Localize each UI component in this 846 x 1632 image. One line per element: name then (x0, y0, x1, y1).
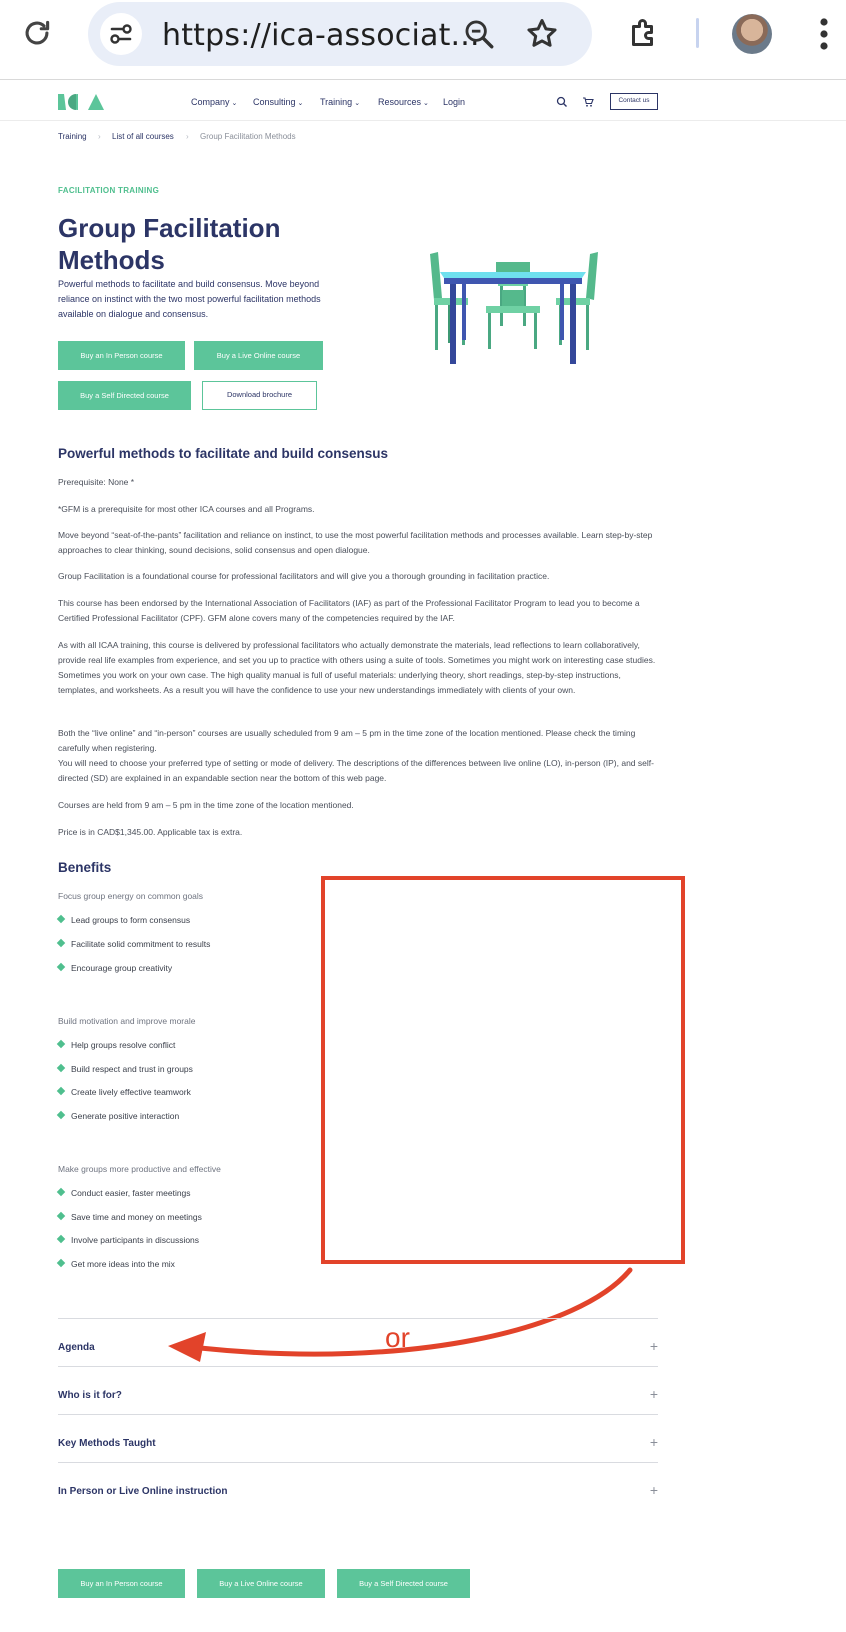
reload-icon[interactable] (20, 16, 54, 50)
diamond-bullet-icon (57, 1087, 65, 1095)
buy-live-online-button[interactable]: Buy a Live Online course (194, 341, 323, 370)
paragraph: Courses are held from 9 am – 5 pm in the time zone of the location mentioned. (58, 800, 354, 810)
nav-company-label: Company (191, 97, 230, 107)
diamond-bullet-icon (57, 1212, 65, 1220)
benefit-item (58, 1212, 202, 1222)
nav-company[interactable] (191, 97, 237, 107)
bookmark-star-icon[interactable] (524, 16, 560, 52)
nav-consulting-label: Consulting (253, 97, 296, 107)
breadcrumb-current: Group Facilitation Methods (200, 132, 296, 141)
annotation-red-box (321, 876, 685, 1264)
buy-live-online-button-bottom[interactable]: Buy a Live Online course (197, 1569, 325, 1598)
search-icon[interactable] (556, 96, 568, 108)
divider (58, 1366, 658, 1367)
benefit-group-label: Focus group energy on common goals (58, 891, 204, 901)
zoom-icon[interactable] (462, 17, 496, 51)
paragraph: You will need to choose your preferred type of setting or mode of delivery. The descriptions of the differences between live online (LO), in-person (IP), and self-directed (SD) are explained in an expandable section near the bottom of this web page. (58, 758, 654, 783)
profile-avatar[interactable] (732, 14, 772, 54)
benefit-item (58, 939, 210, 949)
breadcrumb-chevron-icon: › (186, 132, 189, 141)
section-heading: Powerful methods to facilitate and build consensus (58, 446, 389, 461)
benefit-item-label: Involve participants in discussions (71, 1235, 200, 1245)
download-brochure-button[interactable]: Download brochure (202, 381, 317, 410)
nav-consulting[interactable] (253, 97, 303, 107)
page-title-line1: Group Facilitation (58, 213, 281, 243)
chevron-down-icon: ⌄ (423, 100, 429, 107)
diamond-bullet-icon (57, 939, 65, 947)
page-title-line2: Methods (58, 245, 165, 275)
benefit-item (58, 963, 172, 973)
buy-in-person-button[interactable]: Buy an In Person course (58, 341, 185, 370)
paragraph: As with all ICAA training, this course is delivered by professional facilitators who actually demonstrate the materials, lead reflections to learn collaboratively, provide real life examples from experience, and set you up to practice with others using a suite of tools. Sometimes you might work on interesting case studies. Sometimes you work on your own case. The high quality manual is full of useful materials: underlying theory, short readings, step-by-step instructions, templates, and worksheets. As a result you will have the confidence to use your new understandings immediately with clients of your own. (58, 640, 656, 695)
browser-toolbar (0, 0, 846, 80)
benefit-item (58, 1111, 179, 1121)
contact-us-button[interactable]: Contact us (610, 93, 658, 110)
nav-training[interactable] (320, 97, 360, 107)
nav-training-label: Training (320, 97, 353, 107)
benefit-item (58, 1235, 199, 1245)
benefit-item (58, 915, 190, 925)
benefit-item-label: Help groups resolve conflict (71, 1040, 176, 1050)
benefits-heading: Benefits (58, 860, 112, 875)
breadcrumb-training[interactable]: Training (58, 132, 87, 141)
plus-icon[interactable]: + (649, 1482, 658, 1498)
benefit-group-label: Make groups more productive and effective (58, 1164, 221, 1174)
diamond-bullet-icon (57, 1064, 65, 1072)
accordion-label: Agenda (58, 1342, 95, 1353)
nav-resources[interactable] (378, 97, 429, 107)
benefit-item (58, 1188, 191, 1198)
toolbar-divider (696, 18, 699, 48)
chevron-down-icon: ⌄ (297, 100, 304, 107)
divider (58, 1462, 658, 1463)
diamond-bullet-icon (57, 915, 65, 923)
buy-self-directed-button-bottom[interactable]: Buy a Self Directed course (337, 1569, 470, 1598)
plus-icon[interactable]: + (649, 1338, 658, 1354)
buy-in-person-button-bottom[interactable]: Buy an In Person course (58, 1569, 185, 1598)
benefit-item-label: Create lively effective teamwork (71, 1087, 191, 1097)
buy-self-directed-button[interactable]: Buy a Self Directed course (58, 381, 191, 410)
diamond-bullet-icon (57, 1235, 65, 1243)
paragraph: *GFM is a prerequisite for most other ICA courses and all Programs. (58, 504, 315, 514)
page-title (58, 212, 378, 276)
benefit-item-label: Generate positive interaction (71, 1111, 180, 1121)
benefit-item-label: Lead groups to form consensus (71, 915, 191, 925)
diamond-bullet-icon (57, 963, 65, 971)
benefit-item-label: Get more ideas into the mix (71, 1259, 175, 1269)
prerequisite-text: Prerequisite: None * (58, 477, 135, 487)
accordion-label: In Person or Live Online instruction (58, 1486, 228, 1497)
paragraph: Group Facilitation is a foundational course for professional facilitators and will give you a thorough grounding in facilitation practice. (58, 571, 550, 581)
nav-login[interactable] (443, 97, 465, 107)
accordion-delivery-mode[interactable] (58, 1470, 658, 1516)
ica-logo[interactable] (58, 93, 106, 111)
benefit-item (58, 1064, 193, 1074)
more-menu-icon[interactable] (816, 16, 832, 52)
divider (58, 1318, 658, 1319)
accordion-label: Key Methods Taught (58, 1438, 156, 1449)
diamond-bullet-icon (57, 1259, 65, 1267)
paragraph: This course has been endorsed by the International Association of Facilitators (IAF) as part of the Professional Facilitator Program to lead you to become a Certified Professional Facilitator (CPF). GFM alone covers many of the competencies required by the IAF. (58, 598, 640, 623)
plus-icon[interactable]: + (649, 1386, 658, 1402)
site-settings-icon[interactable] (100, 13, 142, 55)
nav-resources-label: Resources (378, 97, 422, 107)
benefit-item-label: Conduct easier, faster meetings (71, 1188, 191, 1198)
breadcrumb-course-list[interactable]: List of all courses (112, 132, 174, 141)
diamond-bullet-icon (57, 1040, 65, 1048)
table-chairs-illustration (426, 250, 602, 368)
benefit-item-label: Facilitate solid commitment to results (71, 939, 211, 949)
breadcrumb-chevron-icon: › (98, 132, 101, 141)
paragraph: Move beyond “seat-of-the-pants” facilitation and reliance on instinct, to use the most powerful facilitation methods and processes available. Learn step-by-step approaches to clear thinking, sound decisions, solid consensus and open dialogue. (58, 530, 653, 555)
chevron-down-icon: ⌄ (231, 100, 238, 107)
benefit-item (58, 1040, 175, 1050)
address-bar[interactable] (88, 2, 592, 66)
divider (58, 1414, 658, 1415)
cart-icon[interactable] (582, 96, 594, 108)
benefit-item-label: Build respect and trust in groups (71, 1064, 193, 1074)
plus-icon[interactable]: + (649, 1434, 658, 1450)
price-text: Price is in CAD$1,345.00. Applicable tax is extra. (58, 827, 243, 837)
benefit-item-label: Save time and money on meetings (71, 1212, 202, 1222)
hero-description: Powerful methods to facilitate and build consensus. Move beyond reliance on instinct with the two most powerful facilitation methods available on dialogue and consensus. (58, 279, 321, 319)
diamond-bullet-icon (57, 1111, 65, 1119)
benefit-group-label: Build motivation and improve morale (58, 1016, 196, 1026)
benefit-item-label: Encourage group creativity (71, 963, 173, 973)
url-text[interactable]: https://ica-associat... (162, 18, 480, 53)
benefit-item (58, 1087, 191, 1097)
extensions-icon[interactable] (626, 16, 662, 52)
annotation-or-label: or (385, 1322, 410, 1353)
benefit-item (58, 1259, 175, 1269)
paragraph: Both the “live online” and “in-person” courses are usually scheduled from 9 am – 5 pm in the time zone of the location mentioned. Please check the timing carefully when registering. (58, 728, 636, 753)
accordion-label: Who is it for? (58, 1390, 122, 1401)
eyebrow-label: FACILITATION TRAINING (58, 186, 160, 195)
chevron-down-icon: ⌄ (354, 100, 361, 107)
nav-login-label: Login (443, 97, 466, 107)
diamond-bullet-icon (57, 1188, 65, 1196)
